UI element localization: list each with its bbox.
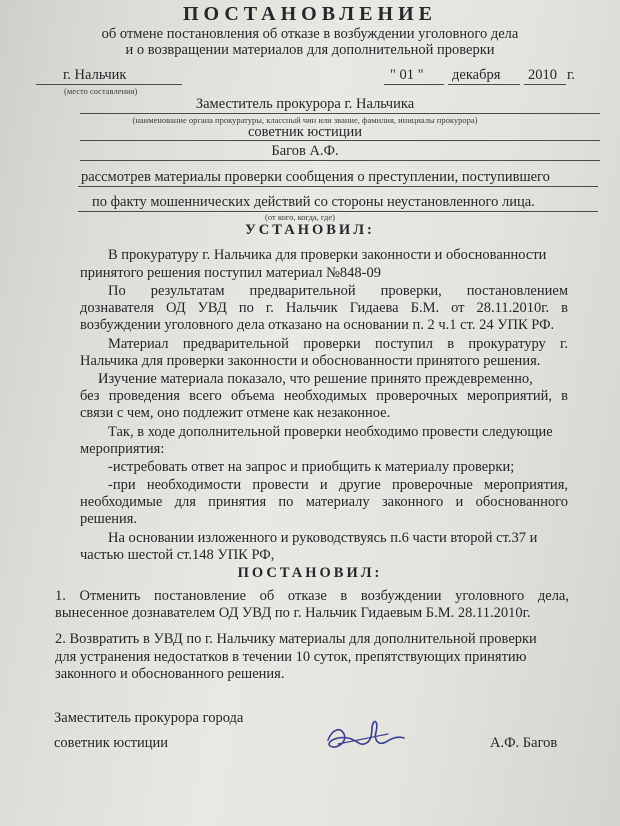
date-day-underline <box>384 84 444 85</box>
official-rank: советник юстиции <box>247 124 363 140</box>
considered-caption: (от кого, когда, где) <box>265 212 335 222</box>
resolved-line-1: 1. Отменить постановление об отказе в возбуждении уголовного дела, <box>55 588 569 604</box>
date-month: декабря <box>452 67 501 83</box>
established-line-1: В прокуратуру г. Нальчика для проверки законности и обоснованности <box>108 247 547 263</box>
resolved-line-4: для устранения недостатков в течении 10 суток, препятствующих принятию <box>55 649 527 665</box>
official-name-underline <box>80 160 600 161</box>
signature-name: А.Ф. Багов <box>490 735 558 751</box>
established-line-3: По результатам предварительной проверки, постановлением <box>108 283 568 299</box>
established-line-11: Так, в ходе дополнительной проверки необходимо провести следующие <box>108 424 553 440</box>
document-title: ПОСТАНОВЛЕНИЕ <box>183 3 437 25</box>
date-month-underline <box>448 84 520 85</box>
established-line-10: связи с чем, оно подлежит отмене как незаконное. <box>80 405 391 421</box>
date-year: 2010 <box>528 67 557 83</box>
established-line-2: принятого решения поступил материал №848-09 <box>80 265 381 281</box>
signature-rank: советник юстиции <box>54 735 169 751</box>
resolved-line-2: вынесенное дознавателем ОД УВД по г. Нальчик Гидаевым Б.М. 28.11.2010г. <box>55 605 531 621</box>
official-caption: (наименование органа прокуратуры, классный чин или звание, фамилия, инициалы прокурора) <box>132 115 478 125</box>
established-line-4: дознавателя ОД УВД по г. Нальчик Гидаева Б.М. от 28.11.2010г. в <box>80 300 568 316</box>
official-name: Багов А.Ф. <box>271 143 339 159</box>
established-line-17: На основании изложенного и руководствуясь п.6 части второй ст.37 и <box>108 530 538 546</box>
established-line-14: -при необходимости провести и другие проверочные мероприятия, <box>108 477 568 493</box>
official-position-underline <box>80 113 600 114</box>
official-position: Заместитель прокурора г. Нальчика <box>195 96 415 112</box>
established-line-5: возбуждении уголовного дела отказано на основании п. 2 ч.1 ст. 24 УПК РФ. <box>80 317 555 333</box>
resolved-line-5: законного и обоснованного решения. <box>55 666 285 682</box>
considered-line-1-underline <box>78 186 598 187</box>
considered-line-1: рассмотрев материалы проверки сообщения о преступлении, поступившего <box>81 169 550 185</box>
document-subtitle-line-2: и о возвращении материалов для дополнительной проверки <box>125 42 495 58</box>
established-line-13: -истребовать ответ на запрос и приобщить к материалу проверки; <box>108 459 515 475</box>
resolved-line-3: 2. Возвратить в УВД по г. Нальчику материалы для дополнительной проверки <box>55 631 537 647</box>
established-heading: УСТАНОВИЛ: <box>245 222 375 238</box>
date-year-underline <box>524 84 566 85</box>
handwritten-signature <box>318 712 408 757</box>
place-underline <box>36 84 182 85</box>
established-line-15: необходимые для принятия по материалу законного и обоснованного <box>80 494 568 510</box>
considered-line-2: по факту мошеннических действий со стороны неустановленного лица. <box>92 194 535 210</box>
established-line-12: мероприятия: <box>80 441 165 457</box>
place-value: г. Нальчик <box>63 67 127 83</box>
place-caption: (место составления) <box>64 86 138 96</box>
signature-position: Заместитель прокурора города <box>54 710 244 726</box>
established-line-18: частью шестой ст.148 УПК РФ, <box>80 547 275 563</box>
resolved-heading: ПОСТАНОВИЛ: <box>237 565 383 581</box>
established-line-6: Материал предварительной проверки поступил в прокуратуру г. <box>108 336 568 352</box>
established-line-16: решения. <box>80 511 138 527</box>
established-line-8: Изучение материала показало, что решение принято преждевременно, <box>98 371 533 387</box>
official-rank-underline <box>80 140 600 141</box>
date-year-suffix: г. <box>567 67 575 83</box>
established-line-9: без проведения всего объема необходимых проверочных мероприятий, в <box>80 388 568 404</box>
document-subtitle-line-1: об отмене постановления об отказе в возбуждении уголовного дела <box>101 26 519 42</box>
date-day: " 01 " <box>390 67 424 83</box>
established-line-7: Нальчика для проверки законности и обоснованности принятого решения. <box>80 353 541 369</box>
